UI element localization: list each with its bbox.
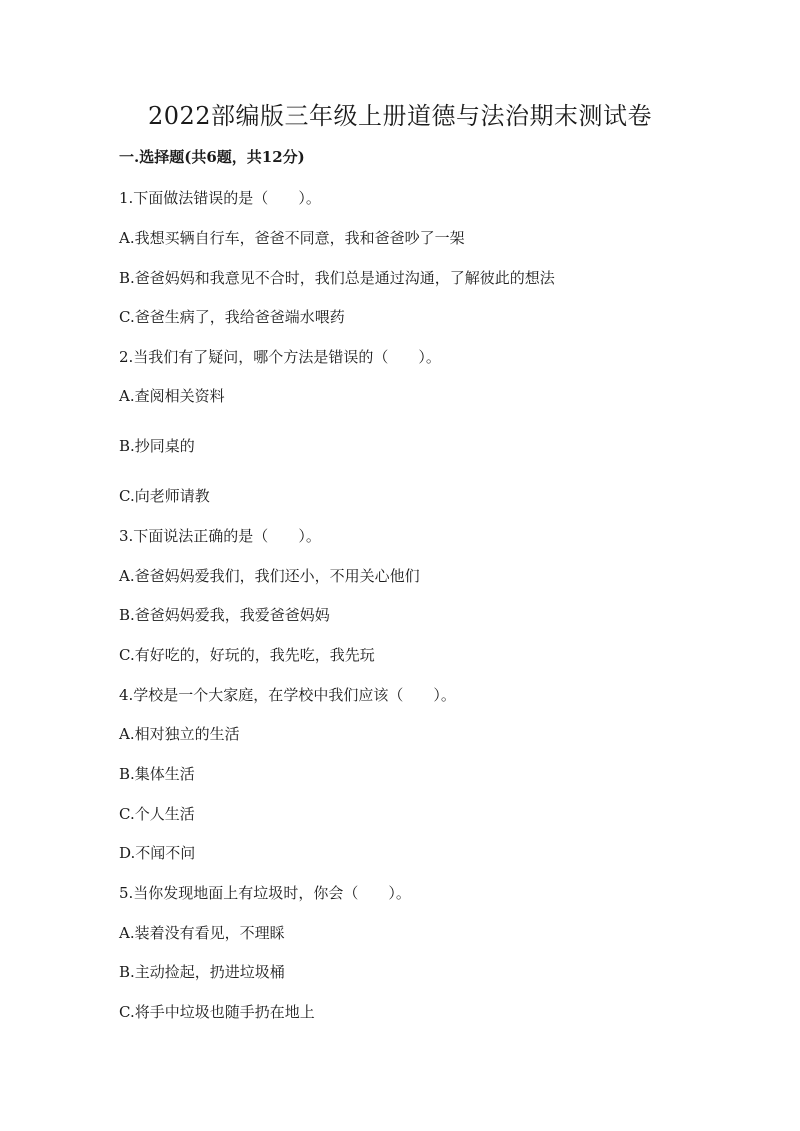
question-stem: 5.当你发现地面上有垃圾时，你会（ ）。 [119,884,411,902]
answer-option: B.集体生活 [119,765,195,783]
section-heading: 一.选择题(共6题，共12分) [119,148,305,166]
answer-option: D.不闻不问 [119,844,196,862]
answer-option: C.爸爸生病了，我给爸爸端水喂药 [119,308,345,326]
question-stem: 1.下面做法错误的是（ ）。 [119,189,321,207]
answer-option: B.爸爸妈妈和我意见不合时，我们总是通过沟通，了解彼此的想法 [119,269,555,287]
question-stem: 3.下面说法正确的是（ ）。 [119,527,321,545]
answer-option: C.向老师请教 [119,487,210,505]
answer-option: C.将手中垃圾也随手扔在地上 [119,1003,315,1021]
answer-option: B.抄同桌的 [119,437,195,455]
answer-option: A.爸爸妈妈爱我们，我们还小，不用关心他们 [119,567,420,585]
answer-option: A.装着没有看见，不理睬 [119,924,285,942]
answer-option: B.爸爸妈妈爱我，我爱爸爸妈妈 [119,606,330,624]
answer-option: A.相对独立的生活 [119,725,240,743]
question-stem: 2.当我们有了疑问，哪个方法是错误的（ ）。 [119,348,441,366]
answer-option: A.查阅相关资料 [119,387,225,405]
question-stem: 4.学校是一个大家庭，在学校中我们应该（ ）。 [119,686,456,704]
answer-option: A.我想买辆自行车，爸爸不同意，我和爸爸吵了一架 [119,229,465,247]
answer-option: C.有好吃的，好玩的，我先吃，我先玩 [119,646,375,664]
answer-option: B.主动捡起，扔进垃圾桶 [119,963,285,981]
document-title: 2022部编版三年级上册道德与法治期末测试卷 [147,102,653,130]
answer-option: C.个人生活 [119,805,195,823]
